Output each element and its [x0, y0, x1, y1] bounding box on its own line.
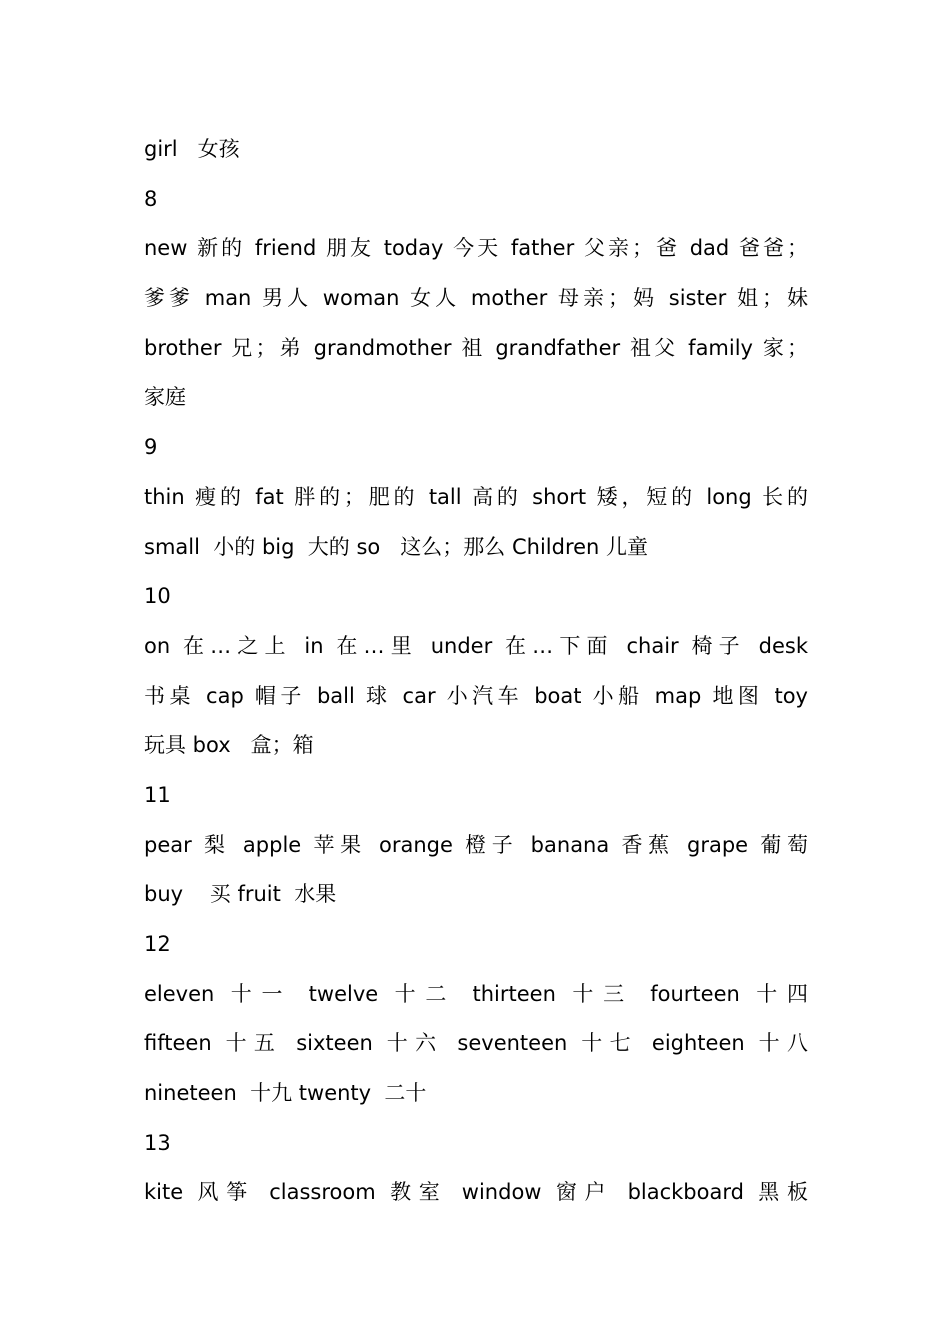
text-line: eleven 十一 twelve 十二 thirteen 十三 fourteen 十四 [144, 981, 808, 1006]
text-line: buy 买 fruit 水果 [144, 882, 337, 907]
text-line: pear 梨 apple 苹果 orange 橙子 banana 香蕉 grape 葡萄 [144, 832, 808, 857]
text-line: girl 女孩 [144, 137, 240, 161]
lesson-number: 11 [144, 782, 171, 807]
text-line: nineteen 十九 twenty 二十 [144, 1081, 427, 1106]
lesson-number: 10 [144, 584, 171, 609]
text-line: 家庭 [144, 385, 186, 410]
text-line: kite 风筝 classroom 教室 window 窗户 blackboard 黑板 [144, 1180, 808, 1205]
lesson-number: 12 [144, 932, 171, 956]
vocabulary-text-block [144, 125, 808, 1218]
lesson-number: 13 [144, 1130, 171, 1155]
text-line: thin 瘦的 fat 胖的；肥的 tall 高的 short 矮，短的 long 长的 [144, 484, 808, 509]
text-line: 爹爹 man 男人 woman 女人 mother 母亲；妈 sister 姐；妹 [144, 286, 808, 311]
text-line: 玩具 box 盒；箱 [144, 733, 314, 758]
text-line: on 在…之上 in 在…里 under 在…下面 chair 椅子 desk [144, 633, 808, 658]
text-line: brother 兄；弟 grandmother 祖 grandfather 祖父 family 家； [144, 335, 808, 360]
text-line: small 小的 big 大的 so 这么；那么 Children 儿童 [144, 534, 649, 559]
lesson-number: 8 [144, 186, 158, 211]
lesson-number: 9 [144, 435, 158, 460]
text-line: new 新的 friend 朋友 today 今天 father 父亲；爸 dad 爸爸； [144, 236, 808, 261]
text-line: 书桌 cap 帽子 ball 球 car 小汽车 boat 小船 map 地图 toy [144, 683, 808, 708]
text-line: fifteen 十五 sixteen 十六 seventeen 十七 eighteen 十八 [144, 1031, 808, 1056]
